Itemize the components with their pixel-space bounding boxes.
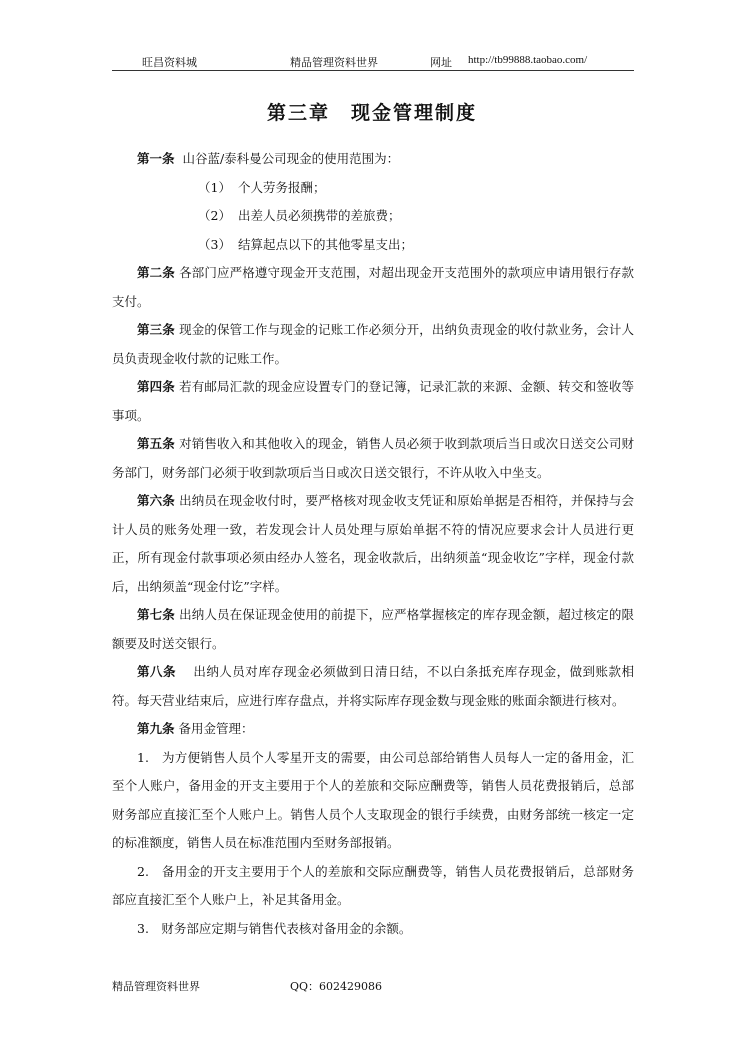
article-2-text: 各部门应严格遵守现金开支范围，对超出现金开支范围外的款项应申请用银行存款支付。: [112, 265, 634, 309]
footer-brand: 精品管理资料世界: [112, 980, 200, 993]
list-item: [112, 231, 634, 260]
chapter-title: 第三章 现金管理制度: [266, 102, 477, 124]
list-item-number: （2）: [198, 208, 231, 223]
header-brand: 精品管理资料世界: [290, 56, 378, 69]
article-9-point: 1. 为方便销售人员个人零星开支的需要，由公司总部给销售人员每人一定的备用金，汇至个人账户，备用金的开支主要用于个人的差旅和交际应酬费等，销售人员花费报销后，总部财务部应直接汇至个人账户上。销售人员个人支取现金的银行手续费，由财务部统一核定一定的标准额度，销售人员在标准范围内至财务部报销。: [112, 749, 634, 850]
list-item-text: 个人劳务报酬；: [238, 179, 326, 195]
article-9-label: 第九条: [137, 721, 175, 736]
list-item-number: （3）: [198, 236, 231, 252]
article-6: [112, 487, 634, 601]
article-9-point: 2. 备用金的开支主要用于个人的差旅和交际应酬费等，销售人员花费报销后，总部财务部应直接汇至个人账户上，补足其备用金。: [112, 863, 634, 907]
article-3-label: 第三条: [137, 322, 175, 337]
article-9-text: 备用金管理：: [178, 721, 254, 736]
article-5: [112, 430, 634, 487]
document-body: [112, 145, 634, 943]
list-item: [112, 202, 634, 231]
header-url-label: 网址: [430, 56, 452, 69]
article-1-text: 山谷蓝/泰科曼公司现金的使用范围为：: [182, 151, 400, 166]
article-4: [112, 373, 634, 430]
article-3: [112, 316, 634, 373]
page-header: [112, 52, 634, 71]
article-8-label: 第八条: [137, 664, 176, 679]
article-6-text: 出纳员在现金收付时，要严格核对现金收支凭证和原始单据是否相符，并保持与会计人员的账务处理一致，若发现会计人员处理与原始单据不符的情况应要求会计人员进行更正，所有现金付款事项必须由经办人签名，现金收款后，出纳须盖“现金收讫”字样，现金付款后，出纳须盖“现金付讫”字样。: [112, 493, 634, 594]
article-5-label: 第五条: [137, 436, 175, 451]
article-7-text: 出纳人员在保证现金使用的前提下，应严格掌握核定的库存现金额，超过核定的限额要及时送交银行。: [112, 607, 634, 651]
article-4-label: 第四条: [137, 379, 175, 394]
list-item-text: 出差人员必须携带的差旅费；: [238, 208, 401, 223]
header-site-name: 旺昌资料城: [142, 56, 197, 69]
article-8-text: 出纳人员对库存现金必须做到日清日结，不以白条抵充库存现金，做到账款相符。每天营业结束后，应进行库存盘点，并将实际库存现金数与现金账的账面余额进行核对。: [112, 664, 634, 708]
page-footer: [112, 978, 383, 994]
article-9-point: 3. 财务部应定期与销售代表核对备用金的余额。: [137, 920, 412, 936]
article-3-text: 现金的保管工作与现金的记账工作必须分开，出纳负责现金的收付款业务，会计人员负责现金收付款的记账工作。: [112, 322, 634, 366]
article-5-text: 对销售收入和其他收入的现金，销售人员必须于收到款项后当日或次日送交公司财务部门，财务部门必须于收到款项后当日或次日送交银行，不许从收入中坐支。: [112, 436, 634, 480]
article-8: [112, 658, 634, 715]
article-2: [112, 259, 634, 316]
list-item: [112, 174, 634, 203]
article-7: [112, 601, 634, 658]
article-7-label: 第七条: [137, 607, 175, 622]
footer-qq: QQ：602429086: [290, 980, 383, 993]
article-4-text: 若有邮局汇款的现金应设置专门的登记簿，记录汇款的来源、金额、转交和签收等事项。: [112, 379, 634, 423]
header-url[interactable]: http://tb99888.taobao.com/: [468, 54, 588, 66]
article-9: [112, 715, 634, 744]
article-1-label: 第一条: [137, 151, 175, 166]
article-2-label: 第二条: [137, 265, 175, 280]
article-6-label: 第六条: [137, 493, 175, 508]
list-item-text: 结算起点以下的其他零星支出；: [238, 236, 414, 252]
article-1: [112, 145, 634, 174]
list-item-number: （1）: [198, 179, 231, 195]
